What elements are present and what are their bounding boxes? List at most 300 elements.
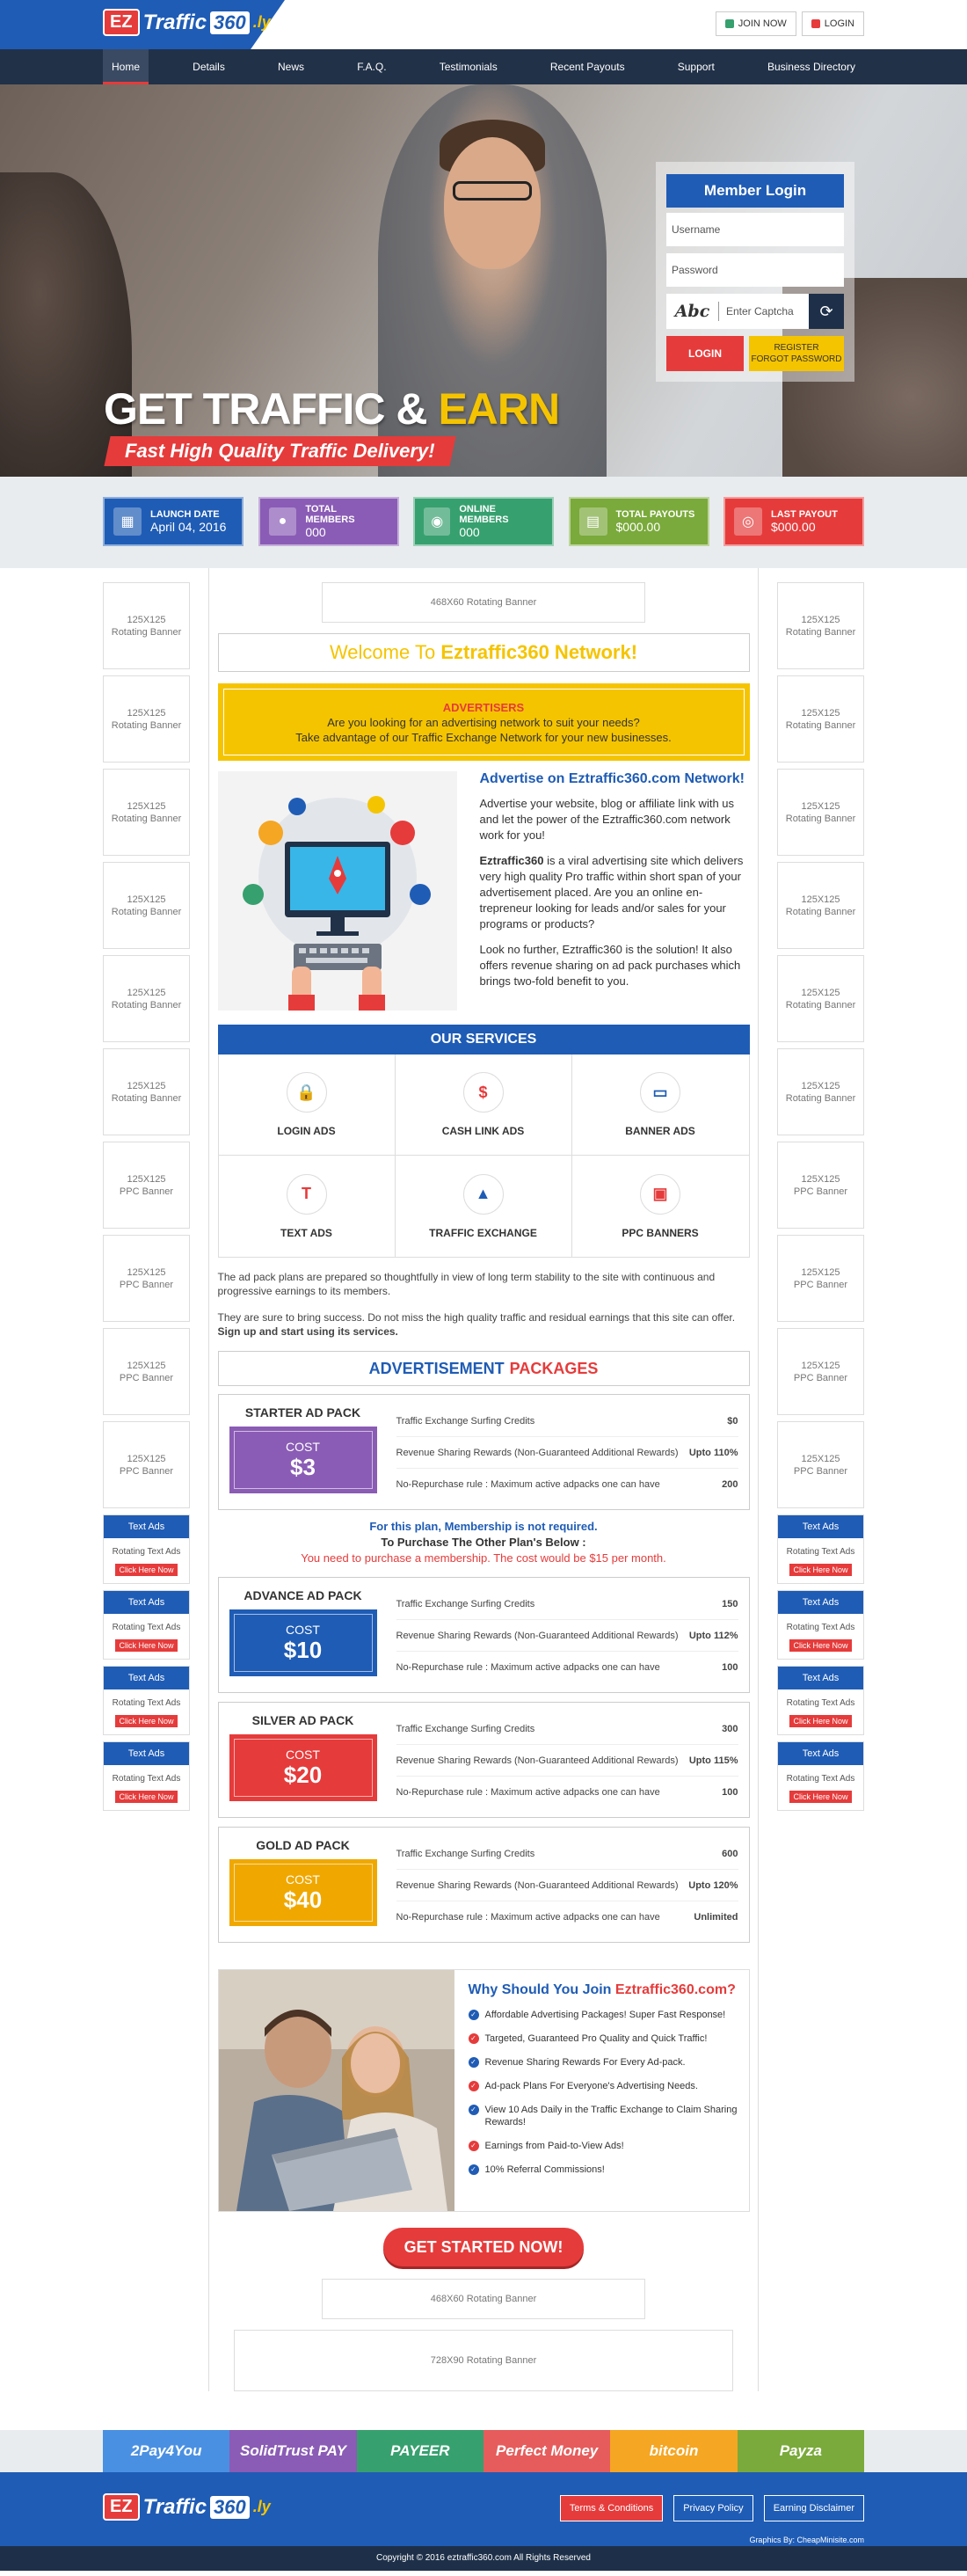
- text-ad-text: Rotating Text Ads: [112, 1774, 181, 1784]
- text-ad-title: Text Ads: [104, 1667, 189, 1689]
- welcome-prefix: Welcome To: [329, 641, 436, 663]
- sidebar-banner[interactable]: [103, 1421, 190, 1508]
- click-here-button[interactable]: Click Here Now: [789, 1564, 851, 1576]
- detail-value: Upto 115%: [688, 1755, 738, 1766]
- advertise-paragraph-3: Look no further, Eztraffic360 is the solution! It also offers revenue sharing on ad pack purchases which brings two-fold benefit to you.: [479, 943, 741, 988]
- advertisers-title: ADVERTISERS: [442, 700, 525, 714]
- logo-suffix: .ly: [252, 13, 271, 31]
- stat-last-payout: [723, 497, 864, 546]
- banner-size: 125X125: [127, 1173, 166, 1185]
- banner-type: Rotating Banner: [785, 906, 856, 917]
- nav-item-news[interactable]: News: [278, 61, 305, 73]
- check-icon: ✓: [469, 2081, 479, 2091]
- site-footer: [0, 2472, 967, 2546]
- detail-value: $0: [727, 1415, 738, 1427]
- banner-type: PPC Banner: [793, 1186, 848, 1197]
- couple-photo-illustration: [219, 1970, 454, 2211]
- detail-label: Traffic Exchange Surfing Credits: [396, 1598, 535, 1609]
- membership-note-2: To Purchase The Other Plan's Below :: [381, 1536, 586, 1549]
- user-icon: [725, 19, 734, 28]
- sidebar-banner[interactable]: [103, 1235, 190, 1322]
- banner-size: 125X125: [801, 1266, 840, 1278]
- text-ad-body: [104, 1614, 189, 1659]
- password-input[interactable]: Password: [666, 253, 844, 287]
- footer-logo[interactable]: [103, 2493, 271, 2521]
- sidebar-banner[interactable]: [103, 1142, 190, 1229]
- banner-size: 125X125: [801, 1080, 840, 1091]
- detail-label: Traffic Exchange Surfing Credits: [396, 1848, 535, 1859]
- payouts-icon: ▤: [579, 507, 607, 536]
- payment-payza: Payza: [738, 2430, 864, 2472]
- service-text-ads[interactable]: [219, 1156, 396, 1257]
- stat-total-payouts: [569, 497, 709, 546]
- text-ad-body: [778, 1689, 863, 1734]
- banner-type: PPC Banner: [119, 1279, 174, 1290]
- text-ad-text: Rotating Text Ads: [786, 1547, 855, 1557]
- banner-size: 125X125: [801, 800, 840, 812]
- text-icon: T: [287, 1174, 327, 1215]
- stat-label: LAST PAYOUT: [771, 509, 838, 520]
- nav-item-support[interactable]: Support: [677, 61, 715, 73]
- banner-size: 125X125: [801, 707, 840, 719]
- check-icon: ✓: [469, 2164, 479, 2175]
- sidebar-banner[interactable]: [777, 1328, 864, 1415]
- detail-value: Upto 110%: [688, 1447, 738, 1458]
- why-join-text: Earnings from Paid-to-View Ads!: [484, 2141, 624, 2151]
- signup-cta-text: Sign up and start using its services.: [217, 1325, 398, 1338]
- text-ad-box: [777, 1741, 864, 1811]
- detail-label: Revenue Sharing Rewards (Non-Guaranteed Additional Rewards): [396, 1630, 679, 1641]
- sidebar-banner[interactable]: [103, 862, 190, 949]
- sidebar-banner[interactable]: [777, 1142, 864, 1229]
- footer-logo-number: 360: [210, 2496, 250, 2519]
- nav-item-details[interactable]: Details: [193, 61, 225, 73]
- banner-size: 125X125: [801, 1453, 840, 1464]
- text-ad-text: Rotating Text Ads: [112, 1623, 181, 1632]
- why-join-item: [469, 2140, 749, 2152]
- disclaimer-link[interactable]: Earning Disclaimer: [764, 2495, 864, 2521]
- text-ad-text: Rotating Text Ads: [786, 1623, 855, 1632]
- service-banner-ads[interactable]: [572, 1054, 749, 1156]
- why-join-text: Targeted, Guaranteed Pro Quality and Quick Traffic!: [484, 2033, 708, 2044]
- nav-item-business-directory[interactable]: Business Directory: [767, 61, 855, 73]
- stat-label: TOTAL PAYOUTS: [615, 509, 695, 520]
- advertise-heading: Advertise on Eztraffic360.com Network!: [479, 771, 745, 786]
- banner-type: PPC Banner: [119, 1372, 174, 1383]
- detail-label: Revenue Sharing Rewards (Non-Guaranteed Additional Rewards): [396, 1447, 679, 1458]
- advertise-brand: Eztraffic360: [479, 854, 544, 867]
- why-join-text: Ad-pack Plans For Everyone's Advertising Needs.: [484, 2081, 698, 2091]
- package-price-box[interactable]: [229, 1427, 377, 1493]
- banner-size: 125X125: [127, 1360, 166, 1371]
- banner-size: 125X125: [801, 1173, 840, 1185]
- sidebar-banner[interactable]: [103, 582, 190, 669]
- detail-value: 100: [722, 1662, 738, 1673]
- logo-ez: EZ: [103, 9, 140, 36]
- text-ad-title: Text Ads: [778, 1591, 863, 1614]
- package-details: [396, 1713, 738, 1806]
- privacy-link[interactable]: Privacy Policy: [673, 2495, 753, 2521]
- click-here-button[interactable]: Click Here Now: [789, 1715, 851, 1727]
- sidebar-banner[interactable]: [777, 955, 864, 1042]
- package-details: [396, 1588, 738, 1682]
- service-label: TRAFFIC EXCHANGE: [429, 1226, 537, 1239]
- stats-bar: [0, 477, 967, 568]
- payment-solidtrust-pay: SolidTrust PAY: [229, 2430, 356, 2472]
- text-ad-text: Rotating Text Ads: [786, 1698, 855, 1708]
- click-here-button[interactable]: Click Here Now: [115, 1564, 177, 1576]
- banner-icon: ▭: [640, 1072, 680, 1113]
- detail-value: Upto 120%: [688, 1879, 738, 1891]
- member-login-box: [656, 162, 854, 382]
- stat-value: April 04, 2016: [150, 520, 227, 534]
- advertise-illustration: [218, 771, 457, 1011]
- members-icon: ●: [269, 507, 297, 536]
- lock-icon: [811, 19, 820, 28]
- package-detail-row: [396, 1437, 738, 1469]
- copyright-bar: Copyright © 2016 eztraffic360.com All Rights Reserved: [0, 2546, 967, 2571]
- text-ad-box: [103, 1590, 190, 1660]
- check-icon: ✓: [469, 2141, 479, 2151]
- package-detail-row: [396, 1901, 738, 1933]
- package-price-box[interactable]: [229, 1609, 377, 1676]
- package-detail-row: [396, 1405, 738, 1437]
- package-detail-row: [396, 1652, 738, 1683]
- banner-type: Rotating Banner: [785, 999, 856, 1011]
- package-details: [396, 1405, 738, 1499]
- stat-label: LAUNCH DATE: [150, 509, 220, 520]
- banner-size: 125X125: [801, 987, 840, 998]
- advertisers-line-2: Take advantage of our Traffic Exchange Network for your new businesses.: [295, 730, 672, 744]
- services-grid: [218, 1054, 750, 1258]
- detail-label: Revenue Sharing Rewards (Non-Guaranteed Additional Rewards): [396, 1755, 679, 1766]
- sidebar-banner[interactable]: [777, 862, 864, 949]
- package-detail-row: [396, 1745, 738, 1777]
- sidebar-banner[interactable]: [777, 582, 864, 669]
- main-nav: [0, 49, 967, 84]
- text-ad-title: Text Ads: [778, 1667, 863, 1689]
- why-join-item: [469, 2164, 749, 2176]
- banner-type: PPC Banner: [793, 1372, 848, 1383]
- package-summary: [229, 1405, 377, 1499]
- detail-label: No-Repurchase rule : Maximum active adpacks one can have: [396, 1912, 660, 1923]
- text-ad-body: [778, 1614, 863, 1659]
- advertise-section: [218, 771, 750, 1011]
- payment-perfect-money: Perfect Money: [484, 2430, 610, 2472]
- text-ad-body: [104, 1689, 189, 1734]
- online-icon: ◉: [424, 507, 450, 536]
- forgot-password-link[interactable]: FORGOT PASSWORD: [751, 354, 842, 364]
- banner-type: Rotating Banner: [111, 626, 182, 638]
- username-input[interactable]: Username: [666, 213, 844, 246]
- hero-headline-earn: EARN: [438, 384, 560, 434]
- check-icon: ✓: [469, 2105, 479, 2115]
- top-rotating-banner[interactable]: 468X60 Rotating Banner: [322, 582, 645, 623]
- refresh-captcha-icon[interactable]: ⟳: [809, 294, 844, 329]
- banner-type: Rotating Banner: [111, 813, 182, 824]
- banner-size: 125X125: [127, 1080, 166, 1091]
- footer-logo-ez: EZ: [103, 2493, 140, 2521]
- main-content: [103, 568, 864, 2391]
- welcome-site: Eztraffic360 Network!: [440, 641, 638, 663]
- package-price-box[interactable]: [229, 1859, 377, 1926]
- click-here-button[interactable]: Click Here Now: [115, 1715, 177, 1727]
- member-login-title: Member Login: [666, 174, 844, 208]
- detail-value: 300: [722, 1723, 738, 1734]
- service-label: PPC BANNERS: [622, 1226, 699, 1239]
- lock-icon: 🔒: [287, 1072, 327, 1113]
- banner-size: 125X125: [127, 1266, 166, 1278]
- service-ppc-banners[interactable]: [572, 1156, 749, 1257]
- packages-intro-1: The ad pack plans are prepared so thoughtfully in view of long term stability to the site with continuous and progressive earnings to its members.: [217, 1271, 716, 1297]
- why-join-text: Revenue Sharing Rewards For Every Ad-pack.: [484, 2057, 686, 2068]
- site-logo[interactable]: [103, 9, 271, 36]
- logo-number: 360: [210, 11, 250, 34]
- monitor-icon: ▣: [640, 1174, 680, 1215]
- hero-tagline-text: Fast High Quality Traffic Delivery!: [125, 440, 435, 462]
- banner-type: Rotating Banner: [785, 813, 856, 824]
- detail-value: 600: [722, 1848, 738, 1859]
- stat-label: TOTAL MEMBERS: [305, 504, 355, 525]
- detail-value: Upto 112%: [688, 1630, 738, 1641]
- package-advance-ad-pack: [218, 1577, 750, 1693]
- service-cash-link-ads[interactable]: [396, 1054, 572, 1156]
- sidebar-banner[interactable]: [103, 1048, 190, 1135]
- detail-label: No-Repurchase rule : Maximum active adpacks one can have: [396, 1479, 660, 1490]
- hero-headline-a: GET TRAFFIC &: [104, 384, 427, 434]
- service-label: BANNER ADS: [625, 1125, 695, 1137]
- sidebar-banner[interactable]: [103, 1328, 190, 1415]
- sidebar-banner[interactable]: [777, 675, 864, 763]
- package-detail-row: [396, 1777, 738, 1808]
- text-ad-title: Text Ads: [104, 1742, 189, 1765]
- chart-icon: ▲: [463, 1174, 504, 1215]
- text-ad-box: [777, 1514, 864, 1584]
- text-ad-body: [104, 1765, 189, 1810]
- service-traffic-exchange[interactable]: [396, 1156, 572, 1257]
- click-here-button[interactable]: Click Here Now: [789, 1791, 851, 1803]
- banner-type: Rotating Banner: [111, 719, 182, 731]
- banner-size: 125X125: [127, 800, 166, 812]
- hero-headline: [104, 383, 559, 434]
- check-icon: ✓: [469, 2033, 479, 2044]
- computer-rocket-illustration: [218, 771, 457, 1011]
- service-label: TEXT ADS: [280, 1226, 332, 1239]
- banner-type: Rotating Banner: [111, 906, 182, 917]
- banner-size: 125X125: [801, 894, 840, 905]
- why-join-item: [469, 2080, 749, 2092]
- package-summary: [229, 1713, 377, 1806]
- package-price: $3: [290, 1453, 316, 1480]
- text-ad-text: Rotating Text Ads: [112, 1547, 181, 1557]
- coins-icon: ◎: [734, 507, 762, 536]
- banner-type: Rotating Banner: [785, 719, 856, 731]
- sidebar-banner[interactable]: [777, 1235, 864, 1322]
- text-ad-box: [777, 1590, 864, 1660]
- package-price-box[interactable]: [229, 1734, 377, 1801]
- package-name: SILVER AD PACK: [251, 1713, 354, 1727]
- stat-total-members: [258, 497, 399, 546]
- why-join-heading-b: Eztraffic360.com?: [614, 1982, 736, 1997]
- graphics-credit[interactable]: Graphics By: CheapMinisite.com: [749, 2536, 864, 2544]
- login-submit-button[interactable]: LOGIN: [666, 336, 744, 371]
- nav-item-home[interactable]: Home: [103, 49, 149, 84]
- terms-link[interactable]: Terms & Conditions: [560, 2495, 663, 2521]
- detail-label: Traffic Exchange Surfing Credits: [396, 1415, 535, 1427]
- package-details: [396, 1838, 738, 1931]
- payment-2pay4you: 2Pay4You: [103, 2430, 229, 2472]
- banner-size: 125X125: [127, 614, 166, 625]
- package-cost-label: COST: [286, 1747, 320, 1762]
- advertisers-banner: [218, 683, 750, 761]
- right-sidebar: [777, 582, 864, 2391]
- text-ad-box: [103, 1666, 190, 1735]
- click-here-button[interactable]: Click Here Now: [115, 1639, 177, 1652]
- left-sidebar: [103, 582, 190, 2391]
- register-link[interactable]: REGISTER: [774, 343, 819, 353]
- hero-photo-glasses: [453, 181, 532, 201]
- packages-heading-b: PACKAGES: [509, 1359, 599, 1377]
- hero-tagline: [104, 436, 455, 466]
- stat-label: ONLINE MEMBERS: [459, 504, 509, 525]
- captcha-input[interactable]: Enter Captcha: [726, 305, 794, 317]
- advertisers-line-1: Are you looking for an advertising network to suit your needs?: [327, 715, 640, 729]
- stat-launch-date: [103, 497, 244, 546]
- header-login-button[interactable]: [802, 11, 864, 36]
- why-join-item: [469, 2104, 749, 2128]
- register-forgot-box: [749, 336, 844, 371]
- why-join-heading-a: Why Should You Join: [468, 1982, 612, 1997]
- banner-size: 125X125: [127, 1453, 166, 1464]
- sidebar-banner[interactable]: [777, 769, 864, 856]
- click-here-button[interactable]: Click Here Now: [789, 1639, 851, 1652]
- sidebar-banner[interactable]: [777, 1048, 864, 1135]
- payment-payeer: PAYEER: [357, 2430, 484, 2472]
- text-ad-box: [777, 1666, 864, 1735]
- text-ad-body: [778, 1765, 863, 1810]
- bottom-rotating-banner[interactable]: 468X60 Rotating Banner: [322, 2279, 645, 2319]
- package-detail-row: [396, 1870, 738, 1901]
- stat-value: 000: [305, 525, 326, 539]
- get-started-button[interactable]: GET STARTED NOW!: [383, 2228, 584, 2266]
- package-detail-row: [396, 1713, 738, 1745]
- hero-photo-face: [444, 137, 541, 269]
- advertise-paragraph-2: [480, 853, 750, 932]
- join-now-label: JOIN NOW: [738, 18, 787, 29]
- package-cost-label: COST: [286, 1622, 320, 1637]
- text-ad-body: [778, 1538, 863, 1583]
- text-ad-text: Rotating Text Ads: [786, 1774, 855, 1784]
- services-title: OUR SERVICES: [218, 1025, 750, 1054]
- text-ad-title: Text Ads: [104, 1515, 189, 1538]
- advertise-paragraph-1: Advertise your website, blog or affiliate link with us and let the power of the Eztraffic360.com network work for you!: [479, 797, 735, 842]
- service-label: CASH LINK ADS: [441, 1125, 525, 1137]
- banner-size: 125X125: [801, 614, 840, 625]
- package-detail-row: [396, 1838, 738, 1870]
- calendar-icon: ▦: [113, 507, 142, 536]
- logo-traffic: Traffic: [142, 10, 207, 34]
- why-join-heading: [469, 1982, 749, 1998]
- stat-online-members: [413, 497, 554, 546]
- check-icon: ✓: [469, 2057, 479, 2068]
- package-price: $20: [283, 1761, 323, 1788]
- package-name: ADVANCE AD PACK: [244, 1588, 362, 1602]
- banner-size: 125X125: [127, 894, 166, 905]
- detail-value: Unlimited: [694, 1912, 738, 1923]
- why-join-text: 10% Referral Commissions!: [484, 2164, 605, 2175]
- package-summary: [229, 1588, 377, 1682]
- nav-item-testimonials[interactable]: Testimonials: [439, 61, 498, 73]
- banner-size: 125X125: [127, 987, 166, 998]
- package-summary: [229, 1838, 377, 1931]
- click-here-button[interactable]: Click Here Now: [115, 1791, 177, 1803]
- banner-size: 125X125: [801, 1360, 840, 1371]
- detail-label: Revenue Sharing Rewards (Non-Guaranteed Additional Rewards): [396, 1879, 679, 1891]
- membership-note: [218, 1519, 750, 1566]
- sidebar-banner[interactable]: [777, 1421, 864, 1508]
- detail-label: Traffic Exchange Surfing Credits: [396, 1723, 535, 1734]
- footer-logo-suffix: .ly: [252, 2498, 271, 2515]
- package-price: $10: [283, 1636, 323, 1663]
- banner-type: Rotating Banner: [111, 999, 182, 1011]
- packages-heading: [218, 1351, 750, 1386]
- nav-item-f-a-q[interactable]: F.A.Q.: [357, 61, 387, 73]
- package-name: STARTER AD PACK: [244, 1405, 361, 1419]
- packages-heading-a: ADVERTISEMENT: [368, 1359, 505, 1377]
- leaderboard-rotating-banner[interactable]: 728X90 Rotating Banner: [234, 2330, 733, 2391]
- why-join-section: [218, 1969, 750, 2212]
- package-starter-ad-pack: [218, 1394, 750, 1510]
- banner-type: PPC Banner: [793, 1279, 848, 1290]
- package-detail-row: [396, 1620, 738, 1652]
- stat-value: $000.00: [615, 520, 661, 534]
- text-ad-title: Text Ads: [778, 1742, 863, 1765]
- banner-type: PPC Banner: [793, 1465, 848, 1477]
- why-join-item: [469, 2009, 749, 2021]
- packages-intro-2-text: They are sure to bring success. Do not miss the high quality traffic and residual earnings that this site can offer.: [217, 1311, 736, 1324]
- sidebar-banner[interactable]: [103, 675, 190, 763]
- text-ad-title: Text Ads: [778, 1515, 863, 1538]
- detail-label: No-Repurchase rule : Maximum active adpacks one can have: [396, 1787, 660, 1798]
- couple-laptop-photo: [219, 1970, 454, 2211]
- service-login-ads[interactable]: [219, 1054, 396, 1156]
- banner-type: PPC Banner: [119, 1186, 174, 1197]
- text-ad-box: [103, 1741, 190, 1811]
- nav-item-recent-payouts[interactable]: Recent Payouts: [549, 61, 625, 73]
- header-login-label: LOGIN: [824, 18, 854, 29]
- why-join-text: Affordable Advertising Packages! Super Fast Response!: [484, 2010, 726, 2020]
- package-cost-label: COST: [286, 1872, 320, 1886]
- advertise-paragraph-2-text: is a viral advertising site which delivers very high quality Pro traffic within short span of your advertisement placed. Are you an online en-trepreneur looking for leads and/or sales for your programs or products?: [479, 854, 744, 930]
- text-ad-title: Text Ads: [104, 1591, 189, 1614]
- membership-note-1: For this plan, Membership is not required.: [369, 1520, 598, 1533]
- join-now-button[interactable]: [716, 11, 796, 36]
- banner-type: Rotating Banner: [111, 1092, 182, 1104]
- package-silver-ad-pack: [218, 1702, 750, 1818]
- banner-type: Rotating Banner: [785, 1092, 856, 1104]
- why-join-item: [469, 2056, 749, 2069]
- text-ad-text: Rotating Text Ads: [112, 1698, 181, 1708]
- footer-logo-traffic: Traffic: [142, 2494, 207, 2519]
- sidebar-banner[interactable]: [103, 769, 190, 856]
- sidebar-banner[interactable]: [103, 955, 190, 1042]
- captcha-row: [666, 294, 844, 329]
- service-label: LOGIN ADS: [277, 1125, 336, 1137]
- detail-value: 200: [722, 1479, 738, 1490]
- captcha-image: Abc: [666, 302, 719, 321]
- detail-value: 150: [722, 1598, 738, 1609]
- text-ad-body: [104, 1538, 189, 1583]
